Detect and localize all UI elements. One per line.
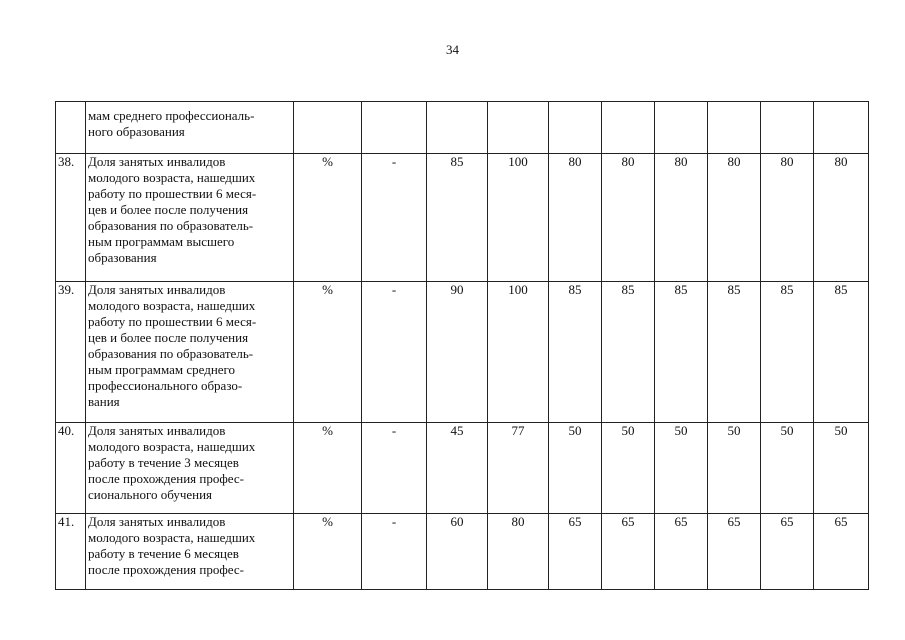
table-row: [56, 154, 869, 282]
base-value-cell: [362, 102, 427, 154]
description-line: работу по прошествии 6 меся-: [88, 314, 257, 329]
value-cell: 80: [761, 154, 814, 282]
description-line: работу по прошествии 6 меся-: [88, 186, 257, 201]
value-cell: 100: [488, 154, 549, 282]
value-cell: 50: [602, 423, 655, 514]
indicators-table: [55, 101, 869, 590]
value-cell: 80: [655, 154, 708, 282]
base-value-cell: -: [362, 154, 427, 282]
description-line: образования по образователь-: [88, 218, 254, 233]
value-cell: [708, 102, 761, 154]
value-cell: [549, 102, 602, 154]
table-row: [56, 282, 869, 423]
table-row: [56, 423, 869, 514]
description-line: Доля занятых инвалидов: [88, 154, 226, 169]
value-cell: 90: [427, 282, 488, 423]
row-number-cell: 38.: [56, 154, 86, 282]
description-line: молодого возраста, нашедших: [88, 170, 256, 185]
description-line: цев и более после получения: [88, 330, 249, 345]
base-value-cell: -: [362, 282, 427, 423]
indicator-description-cell: [86, 423, 294, 514]
base-value-cell: -: [362, 514, 427, 590]
value-cell: 50: [549, 423, 602, 514]
description-line: вания: [88, 394, 120, 409]
description-line: ного образования: [88, 124, 185, 139]
value-cell: 85: [761, 282, 814, 423]
description-line: после прохождения профес-: [88, 562, 244, 577]
value-cell: 80: [549, 154, 602, 282]
row-number-cell: 39.: [56, 282, 86, 423]
description-line: образования: [88, 250, 157, 265]
row-number-cell: 40.: [56, 423, 86, 514]
indicator-description-cell: [86, 102, 294, 154]
value-cell: 85: [708, 282, 761, 423]
value-cell: [814, 102, 869, 154]
value-cell: 80: [708, 154, 761, 282]
value-cell: [655, 102, 708, 154]
value-cell: 50: [761, 423, 814, 514]
row-number-cell: 41.: [56, 514, 86, 590]
value-cell: 85: [655, 282, 708, 423]
description-line: Доля занятых инвалидов: [88, 514, 226, 529]
indicator-description-cell: [86, 154, 294, 282]
value-cell: 85: [814, 282, 869, 423]
value-cell: 85: [602, 282, 655, 423]
value-cell: 65: [814, 514, 869, 590]
value-cell: 77: [488, 423, 549, 514]
description-line: ным программам высшего: [88, 234, 235, 249]
description-line: сионального обучения: [88, 487, 213, 502]
value-cell: 65: [655, 514, 708, 590]
value-cell: 60: [427, 514, 488, 590]
page-number: 34: [446, 42, 459, 57]
row-number-cell: [56, 102, 86, 154]
unit-cell: [294, 102, 362, 154]
unit-cell: %: [294, 154, 362, 282]
value-cell: 80: [488, 514, 549, 590]
description-line: мам среднего профессиональ-: [88, 108, 255, 123]
description-line: образования по образователь-: [88, 346, 254, 361]
value-cell: 65: [761, 514, 814, 590]
table-row: [56, 514, 869, 590]
description-line: работу в течение 6 месяцев: [88, 546, 239, 561]
description-line: цев и более после получения: [88, 202, 249, 217]
value-cell: 65: [549, 514, 602, 590]
value-cell: [488, 102, 549, 154]
description-line: молодого возраста, нашедших: [88, 439, 256, 454]
table-body: [56, 102, 869, 590]
description-line: после прохождения профес-: [88, 471, 244, 486]
description-line: Доля занятых инвалидов: [88, 282, 226, 297]
base-value-cell: -: [362, 423, 427, 514]
value-cell: [602, 102, 655, 154]
indicator-description-cell: [86, 282, 294, 423]
value-cell: 85: [549, 282, 602, 423]
unit-cell: %: [294, 423, 362, 514]
description-line: профессионального образо-: [88, 378, 243, 393]
value-cell: 50: [708, 423, 761, 514]
description-line: работу в течение 3 месяцев: [88, 455, 239, 470]
value-cell: 65: [708, 514, 761, 590]
value-cell: 65: [602, 514, 655, 590]
description-line: Доля занятых инвалидов: [88, 423, 226, 438]
value-cell: 50: [655, 423, 708, 514]
description-line: молодого возраста, нашедших: [88, 298, 256, 313]
value-cell: 45: [427, 423, 488, 514]
description-line: ным программам среднего: [88, 362, 236, 377]
value-cell: 80: [602, 154, 655, 282]
unit-cell: %: [294, 282, 362, 423]
value-cell: 85: [427, 154, 488, 282]
value-cell: [761, 102, 814, 154]
value-cell: 50: [814, 423, 869, 514]
table-row: [56, 102, 869, 154]
value-cell: [427, 102, 488, 154]
value-cell: 100: [488, 282, 549, 423]
description-line: молодого возраста, нашедших: [88, 530, 256, 545]
unit-cell: %: [294, 514, 362, 590]
value-cell: 80: [814, 154, 869, 282]
indicator-description-cell: [86, 514, 294, 590]
